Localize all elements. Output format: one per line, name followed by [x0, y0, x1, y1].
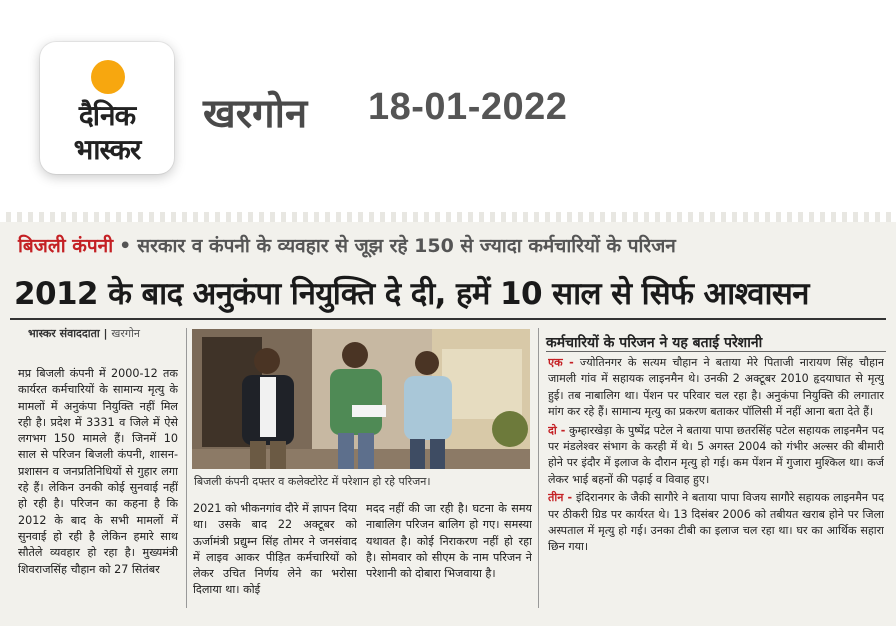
article-column-3: मदद नहीं की जा रही है। घटना के समय नाबालिग परिजन बालिग हो गए। समस्या यथावत है। कोई निराकरण नहीं हो रहा है। सोमवार को सीएम के नाम परिजन ने परेशानी को दोबारा भिजवाया है।: [366, 502, 532, 581]
column-rule: [186, 328, 187, 608]
section-tag: बिजली कंपनी: [18, 235, 114, 257]
column-rule: [538, 328, 539, 608]
sidebar-item-2: [548, 423, 884, 489]
sidebar-item-text: ज्योतिनगर के सत्यम चौहान ने बताया मेरे पिताजी नारायण सिंह चौहान जामली गांव में सहायक लाइनमैन थे। उनकी 2 अक्टूबर 2010 हृदयाघात से मृत्यु हुई। तब नाबालिग था। पेंशन पर परिवार चल रहा है। अनुकंपा नियुक्ति की लगातार मांग कर रहे हैं। सामान्य मृत्यु का प्रकरण बताकर पॉलिसी में नहीं आना बता देते हैं।: [548, 356, 884, 419]
sidebar-item-1: [548, 355, 884, 421]
section-bullet: •: [119, 235, 132, 257]
sidebar-item-label: तीन -: [548, 491, 573, 505]
sidebar-item-3: [548, 490, 884, 556]
sidebar-box-body: [548, 355, 884, 607]
headline-rule: [10, 318, 886, 320]
article-photo: [192, 329, 530, 469]
edition-date: 18-01-2022: [368, 86, 568, 128]
logo-text-line-1: दैनिक: [78, 99, 136, 132]
torn-edge: [0, 212, 896, 222]
sidebar-box-rule: [546, 351, 886, 352]
sidebar-box-title: कर्मचारियों के परिजन ने यह बताई परेशानी: [546, 335, 763, 351]
photo-caption: बिजली कंपनी दफ्तर व कलेक्टोरेट में परेशान हो रहे परिजन।: [194, 475, 431, 488]
sidebar-item-text: इंदिरानगर के जैकी सागौरे ने बताया पापा विजय सागौरे सहायक लाइनमैन पद पर ठीकरी ग्रिड पर कार्यरत थे। 13 दिसंबर 2006 को तबीयत खराब होने पर जिला अस्पताल में मृत्यु हो गई। उनका टीबी का इलाज चल रहा था। घर का आर्थिक सहारा छिन गया।: [548, 491, 884, 554]
byline: भास्कर संवाददाता | खरगोन: [28, 327, 141, 340]
newspaper-clipping: [0, 212, 896, 626]
logo-sun-icon: [91, 60, 125, 94]
sidebar-item-text: कुम्हारखेड़ा के पुष्पेंद्र पटेल ने बताया पापा छतरसिंह पटेल सहायक लाइनमैन पद पर मंडलेश्वर संभाग के करही में थे। 5 अगस्त 2004 को गंभीर अल्सर की बीमारी होने पर इंदौर में इलाज के दौरान मृत्यु हो गई। कम पेंशन में गुजारा मुश्किल था। कर्ज लेकर भाई बहनों की पढ़ाई व विवाह हुए।: [548, 423, 884, 486]
photo-image: [192, 329, 530, 469]
sidebar-item-label: एक -: [548, 356, 574, 369]
section-header: [18, 232, 676, 258]
byline-author: भास्कर संवाददाता: [28, 327, 100, 340]
article-column-1: मप्र बिजली कंपनी में 2000-12 तक कार्यरत कर्मचारियों के सामान्य मृत्यु के मामलों में अनुकंपा नियुक्ति नहीं मिल रही है। प्रदेश में 3331 व जिले में ऐसे लगभग 150 मामले हैं। जिनमें 10 साल से परिजन बिजली कंपनी, शासन-प्रशासन व जनप्रतिनिधियों से गुहार लगा रहे हैं। लेकिन उनकी कोई सुनवाई नहीं हो रही है। परिजन का कहना है कि 2012 के बाद के सभी मामलों में सुनवाई हो रही है लेकिन हमारे साथ सौतेले व्यवहार हो रहा है। मुख्यमंत्री शिवराजसिंह चौहान को 27 सितंबर: [18, 367, 178, 576]
kicker-text: सरकार व कंपनी के व्यवहार से जूझ रहे 150 से ज्यादा कर्मचारियों के परिजन: [137, 235, 676, 257]
sidebar-item-label: दो -: [548, 423, 566, 437]
byline-place: खरगोन: [111, 327, 141, 340]
dainik-bhaskar-logo: [40, 42, 174, 174]
headline: 2012 के बाद अनुकंपा नियुक्ति दे दी, हमें 10 साल से सिर्फ आश्वासन: [14, 276, 809, 312]
city-name: खरगोन: [203, 91, 308, 137]
logo-text-line-2: भास्कर: [73, 133, 141, 166]
article-column-2: 2021 को भीकनगांव दौरे में ज्ञापन दिया था। उसके बाद 22 अक्टूबर को ऊर्जामंत्री प्रद्युम्न सिंह तोमर ने जनसंवाद में लाइव आकर पीड़ित कर्मचारियों को लेकर उचित निर्णय लेने का भरोसा दिलाया था। कोई: [193, 502, 357, 597]
